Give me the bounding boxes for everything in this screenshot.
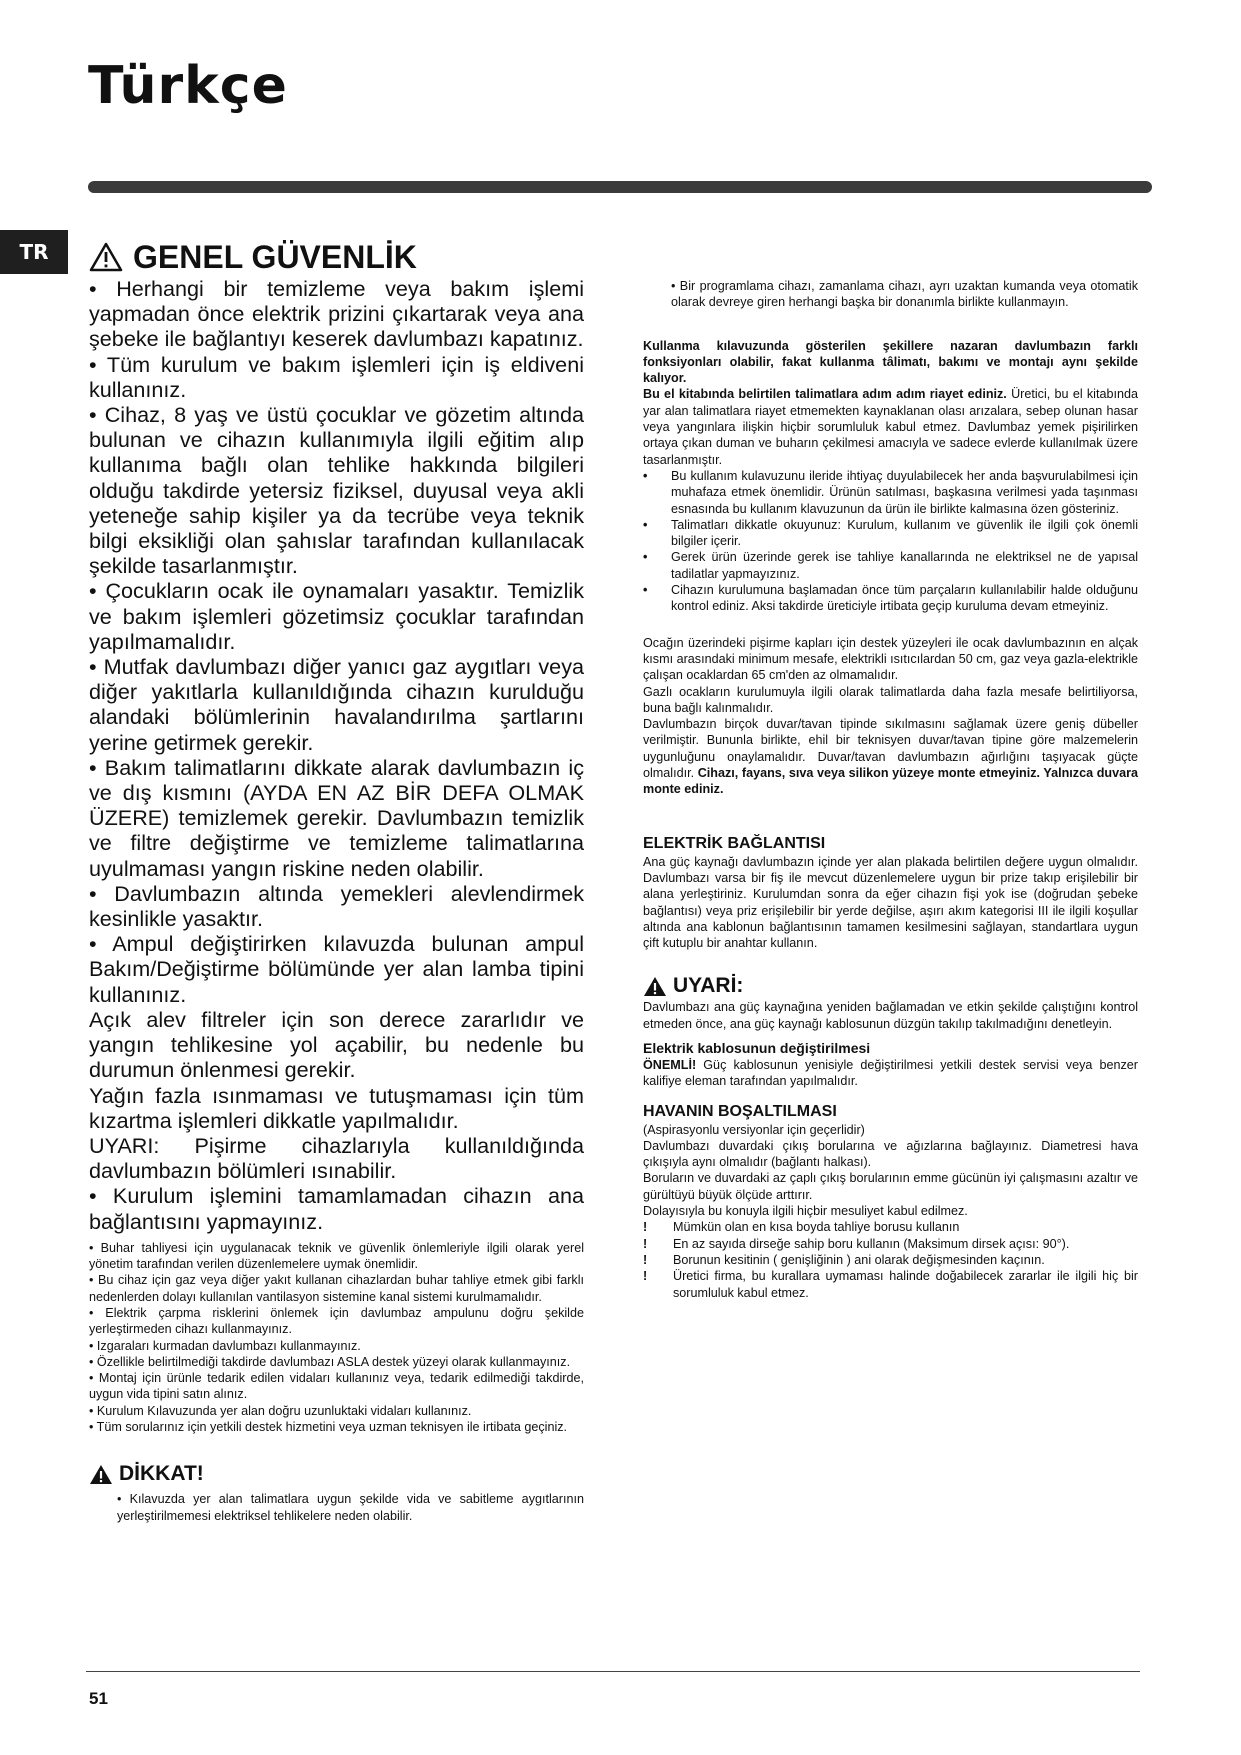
air-section	[643, 1102, 1138, 1301]
header-rule	[88, 181, 1152, 193]
installation-paragraph	[643, 716, 1138, 797]
cable-important: ÖNEMLİ!	[643, 1057, 697, 1072]
list-item	[643, 1236, 1138, 1252]
bullet-text: Gerek ürün üzerinde gerek ise tahliye kanallarında ne elektriksel ne de yapısal tadilatlar yapmayızınız.	[671, 550, 1138, 581]
warning-title: UYARİ:	[673, 974, 744, 998]
bullet-mark: •	[643, 583, 648, 598]
cable-body	[643, 1057, 1138, 1090]
safety-paragraph: • Bakım talimatlarını dikkate alarak davlumbazın iç ve dış kısmını (AYDA EN AZ BİR DEFA OLMAK ÜZERE) temizlemek gerekir. Davlumbazın temizlik ve filtre değiştirme ve temizleme talimatlarına uyulmaması yangın riskine neden olabilir.	[89, 754, 584, 881]
exclamation-mark: !	[643, 1220, 648, 1235]
bullet-text: Bu kullanım kulavuzunu ileride ihtiyaç duyulabilecek her anda başvurulabilmesi için muhafaza etmek önemlidir. Ürünün satılması, başkasına verilmesi yada taşınması esnasında bu kullanım klavuzunun da ürün ile birlikte kalmasına özen gösteriniz.	[671, 468, 1138, 516]
intro-emphasis: Bu el kitabında belirtilen talimatlara adım adım riayet ediniz.	[643, 387, 1007, 402]
safety-small-text	[89, 1240, 584, 1436]
language-tab: TR	[0, 230, 68, 274]
bullet-text: Cihazın kurulumuna başlamadan önce tüm parçaların kullanılabilir halde olduğunu kontrol ediniz. Aksi takdirde üreticiyle irtibata geçip kuruluma devam etmeyiniz.	[671, 583, 1138, 614]
safety-paragraph: • Herhangi bir temizleme veya bakım işlemi yapmadan önce elektrik prizini çıkartarak veya ana şebeke ile bağlantıyı keserek davlumbazı kapatınız.	[89, 276, 584, 352]
safety-paragraph: • Ampul değiştirirken kılavuzda bulunan ampul Bakım/Değiştirme bölümünde yer alan lamba tipini kullanınız.	[89, 931, 584, 1007]
safety-note: • Elektrik çarpma risklerini önlemek için davlumbaz ampulunu doğru şekilde yerleştirmeden cihazı kullanmayınız.	[89, 1305, 584, 1337]
list-item	[643, 549, 1138, 582]
bullet-mark: •	[643, 517, 648, 532]
air-heading: HAVANIN BOŞALTILMASI	[643, 1102, 837, 1120]
warning-triangle-icon	[89, 242, 123, 272]
safety-note: • Kurulum Kılavuzunda yer alan doğru uzunluktaki vidaları kullanınız.	[89, 1403, 472, 1418]
warning-heading	[643, 973, 1138, 999]
installation-text: Davlumbazın birçok duvar/tavan tipinde sıkılmasını sağlamak üzere geniş dübeller verilmiştir. Bununla birlikte, ehil bir teknisyen duvar/tavan tipine göre malzemelerin uygunluğunu onaylamalıdır. Duvar/tavan davlumbazın ağırlığını taşıyacak güçte olmalıdır.	[643, 717, 1138, 781]
general-safety-heading	[89, 240, 584, 274]
safety-large-text	[89, 276, 584, 1234]
safety-note: • Bu cihaz için gaz veya diğer yakıt kullanan cihazlardan buhar tahliye etmek gibi farklı nedenlerden dolayı kullanılan vantilasyon sistemine kanal sistemi kurulmamalıdır.	[89, 1273, 584, 1304]
electrical-heading: ELEKTRİK BAĞLANTISI	[643, 834, 826, 852]
air-bullet-text: En az sayıda dirseğe sahip boru kullanın (Maksimum dirsek açısı: 90°).	[673, 1236, 1070, 1251]
safety-paragraph: • Mutfak davlumbazı diğer yanıcı gaz aygıtları veya diğer yakıtlarla kullanıldığında cihazın kurulduğu alandaki bölümlerinin havalandırılma şartlarını yerine getirmek gerekir.	[89, 654, 584, 755]
safety-note: • Özellikle belirtilmediği takdirde davlumbazı ASLA destek yüzeyi olarak kullanmayınız.	[89, 1354, 571, 1369]
air-line: Davlumbazı duvardaki çıkış borularına ve ağızlarına bağlayınız. Diametresi hava çıkışıyla aynı olmalıdır (bağlantı halkası).	[643, 1138, 1138, 1170]
bullet-text: Talimatları dikkatle okuyunuz: Kurulum, kullanım ve güvenlik ile ilgili çok önemli bilgiler içerir.	[671, 517, 1138, 549]
exclamation-mark: !	[643, 1236, 648, 1251]
left-column	[89, 240, 584, 1524]
safety-paragraph: • Tüm kurulum ve bakım işlemleri için iş eldiveni kullanınız.	[89, 351, 584, 402]
list-item	[643, 1252, 1138, 1268]
safety-note: • Buhar tahliyesi için uygulanacak teknik ve güvenlik önlemleriyle ilgili olarak yerel yönetim tarafından verilen düzenlemelere uymak önemlidir.	[89, 1240, 584, 1272]
intro-bold-text: Kullanma kılavuzunda gösterilen şekillere nazaran davlumbazın farklı fonksiyonları olabilir, fakat kullanma tâlimatı, bakımı ve montajı aynı şekilde kalıyor.	[643, 338, 1138, 386]
caution-title: DİKKAT!	[119, 1462, 204, 1486]
warning-text: Davlumbazı ana güç kaynağına yeniden bağlamadan ve etkin şekilde çalıştığını kontrol etmeden önce, ana güç kaynağı kablosunun düzgün takılıp takılmadığını denetleyin.	[643, 1000, 1138, 1031]
safety-note: • Tüm sorularınız için yetkili destek hizmetini veya uzman teknisyen ile irtibata geçiniz.	[89, 1419, 568, 1434]
air-bullets	[643, 1219, 1138, 1300]
warning-body	[643, 999, 1138, 1032]
safety-paragraph: • Kurulum işlemini tamamlamadan cihazın ana bağlantısını yapmayınız.	[89, 1183, 584, 1234]
right-column	[643, 278, 1138, 1301]
list-item	[643, 1219, 1138, 1235]
warning-filled-icon	[643, 976, 667, 997]
intro-rest: Üretici, bu el kitabında yar alan talimatlara riayet etmemekten kaynaklanan olası arızalara, sebep olunan hasar veya yangınlara ilişkin hiçbir sorumluluk kabul etmez. Davlumbaz yemek pişirilirken ortaya çıkan duman ve buharın çekilmesi amacıyla ve sadece evlerde kullanılmak üzere tasarlanmıştır.	[643, 387, 1139, 467]
cable-paragraph	[643, 1057, 1138, 1090]
cable-heading: Elektrik kablosunun değiştirilmesi	[643, 1039, 871, 1056]
top-bullet: • Bir programlama cihazı, zamanlama cihazı, ayrı uzaktan kumanda veya otomatik olarak devreye giren herhangi başka bir donanımla birlikte kullanmayın.	[671, 279, 1138, 310]
electrical-section	[643, 834, 1138, 952]
safety-paragraph: Açık alev filtreler için son derece zararlıdır ve yangın tehlikesine yol açabilir, bu nedenle bu durumun önlenmesi gerekir.	[89, 1006, 584, 1083]
intro-paragraph	[643, 386, 1138, 467]
air-bullet-text: Mümkün olan en kısa boyda tahliye borusu kullanın	[673, 1220, 960, 1235]
electrical-text: Ana güç kaynağı davlumbazın içinde yer alan plakada belirtilen değere uygun olmalıdır. Davlumbazı varsa bir fiş ile mevcut düzenlemelere uygun bir prize takıp erişilebilir bir alana yerleştiriniz. Kurulumdan sonra da eğer cihazın fişi yok ise (doğrudan şebeke bağlantısı) veya priz erişilebilir bir yerde değilse, aşırı akım kategorisi III ile ilgili koşullar altında ana kablonun bağlantısının tamamen kesilmesini sağlayan, standartlara uygun çift kutuplu bir anahtar kullanın.	[643, 854, 1138, 951]
page-title: Türkçe	[88, 56, 288, 116]
air-line: (Aspirasyonlu versiyonlar için geçerlidir)	[643, 1122, 865, 1137]
bullet-mark: •	[643, 550, 648, 565]
warning-section	[643, 973, 1138, 1032]
installation-emphasis: Cihazı, fayans, sıva veya silikon yüzeye monte etmeyiniz. Yalnızca duvara monte ediniz.	[643, 766, 1138, 797]
electrical-body	[643, 854, 1138, 952]
list-item	[643, 517, 1138, 550]
page-number: 51	[89, 1689, 108, 1708]
air-bullet-text: Borunun kesitinin ( genişliğinin ) ani olarak değişmesinden kaçının.	[673, 1252, 1045, 1267]
caution-body	[89, 1491, 584, 1524]
installation-paragraph: Ocağın üzerindeki pişirme kapları için destek yüzeyleri ile ocak davlumbazının en alçak kısmı arasındaki minimum mesafe, elektrikli ısıtıcılardan 50 cm, gaz veya gazla-elektrikle çalışan ocaklardan 65 cm'den az olmamalıdır.	[643, 635, 1138, 683]
air-line: Boruların ve duvardaki az çaplı çıkış borularının emme gücünün iyi çalışmasını azaltır ve gürültüyü büyük ölçüde arttırır.	[643, 1171, 1138, 1202]
bullet-mark: •	[643, 468, 648, 483]
warning-filled-icon	[89, 1464, 113, 1485]
safety-paragraph: • Davlumbazın altında yemekleri alevlendirmek kesinlikle yasaktır.	[89, 880, 584, 932]
air-line: Dolayısıyla bu konuyla ilgili hiçbir mesuliyet kabul edilmez.	[643, 1204, 968, 1219]
safety-paragraph: Yağın fazla ısınmaması ve tutuşmaması için tüm kızartma işlemleri dikkatle yapılmalıdır.	[89, 1082, 584, 1133]
exclamation-mark: !	[643, 1269, 648, 1284]
intro-bullets	[643, 468, 1138, 615]
cable-text: Güç kablosunun yenisiyle değiştirilmesi yetkili destek servisi veya benzer kalifiye eleman tarafından yapılmalıdır.	[643, 1057, 1138, 1089]
list-item	[643, 1268, 1138, 1301]
safety-paragraph: UYARI: Pişirme cihazlarıyla kullanıldığında davlumbazın bölümleri ısınabilir.	[89, 1132, 584, 1184]
safety-paragraph: • Cihaz, 8 yaş ve üstü çocuklar ve gözetim altında bulunan ve cihazın kullanımıyla ilgili eğitim alıp kullanıma bağlı olan tehlike hakkında bilgileri olduğu takdirde yetersiz fiziksel, duyusal veya akli yeteneğe sahip kişiler ya da tecrübe veya teknik bilgi eksikliği olan şahıslar tarafından kullanılacak şekilde tasarlanmıştır.	[89, 402, 584, 579]
safety-note: • Izgaraları kurmadan davlumbazı kullanmayınız.	[89, 1338, 361, 1353]
caution-text: • Kılavuzda yer alan talimatlara uygun şekilde vida ve sabitleme aygıtlarının yerleştirilmemesi elektriksel tehlikelere neden olabilir.	[117, 1492, 584, 1523]
general-safety-title: GENEL GÜVENLİK	[133, 239, 417, 275]
list-item	[643, 468, 1138, 517]
installation-paragraph: Gazlı ocakların kurulumuyla ilgili olarak talimatlarda daha fazla mesafe belirtiliyorsa, buna bağlı kalınmalıdır.	[643, 684, 1138, 715]
air-bullet-text: Üretici firma, bu kurallara uymaması halinde doğabilecek zararlar ile ilgili hiç bir sorumluluk kabul etmez.	[673, 1269, 1138, 1300]
footer-rule	[86, 1671, 1140, 1672]
list-item	[643, 582, 1138, 615]
exclamation-mark: !	[643, 1252, 648, 1267]
air-body	[643, 1122, 1138, 1220]
cable-section	[643, 1040, 1138, 1090]
safety-note: • Montaj için ürünle tedarik edilen vidaları kullanınız veya, tedarik edilmediği takdirde, uygun vida tipini satın alınız.	[89, 1371, 584, 1402]
caution-heading	[89, 1461, 584, 1487]
safety-paragraph: • Çocukların ocak ile oynamaları yasaktır. Temizlik ve bakım işlemleri gözetimsiz çocuklar tarafından yapılmamalıdır.	[89, 578, 584, 654]
top-bullet-block	[643, 278, 1138, 311]
installation-block	[643, 635, 1138, 798]
intro-block	[643, 338, 1138, 468]
